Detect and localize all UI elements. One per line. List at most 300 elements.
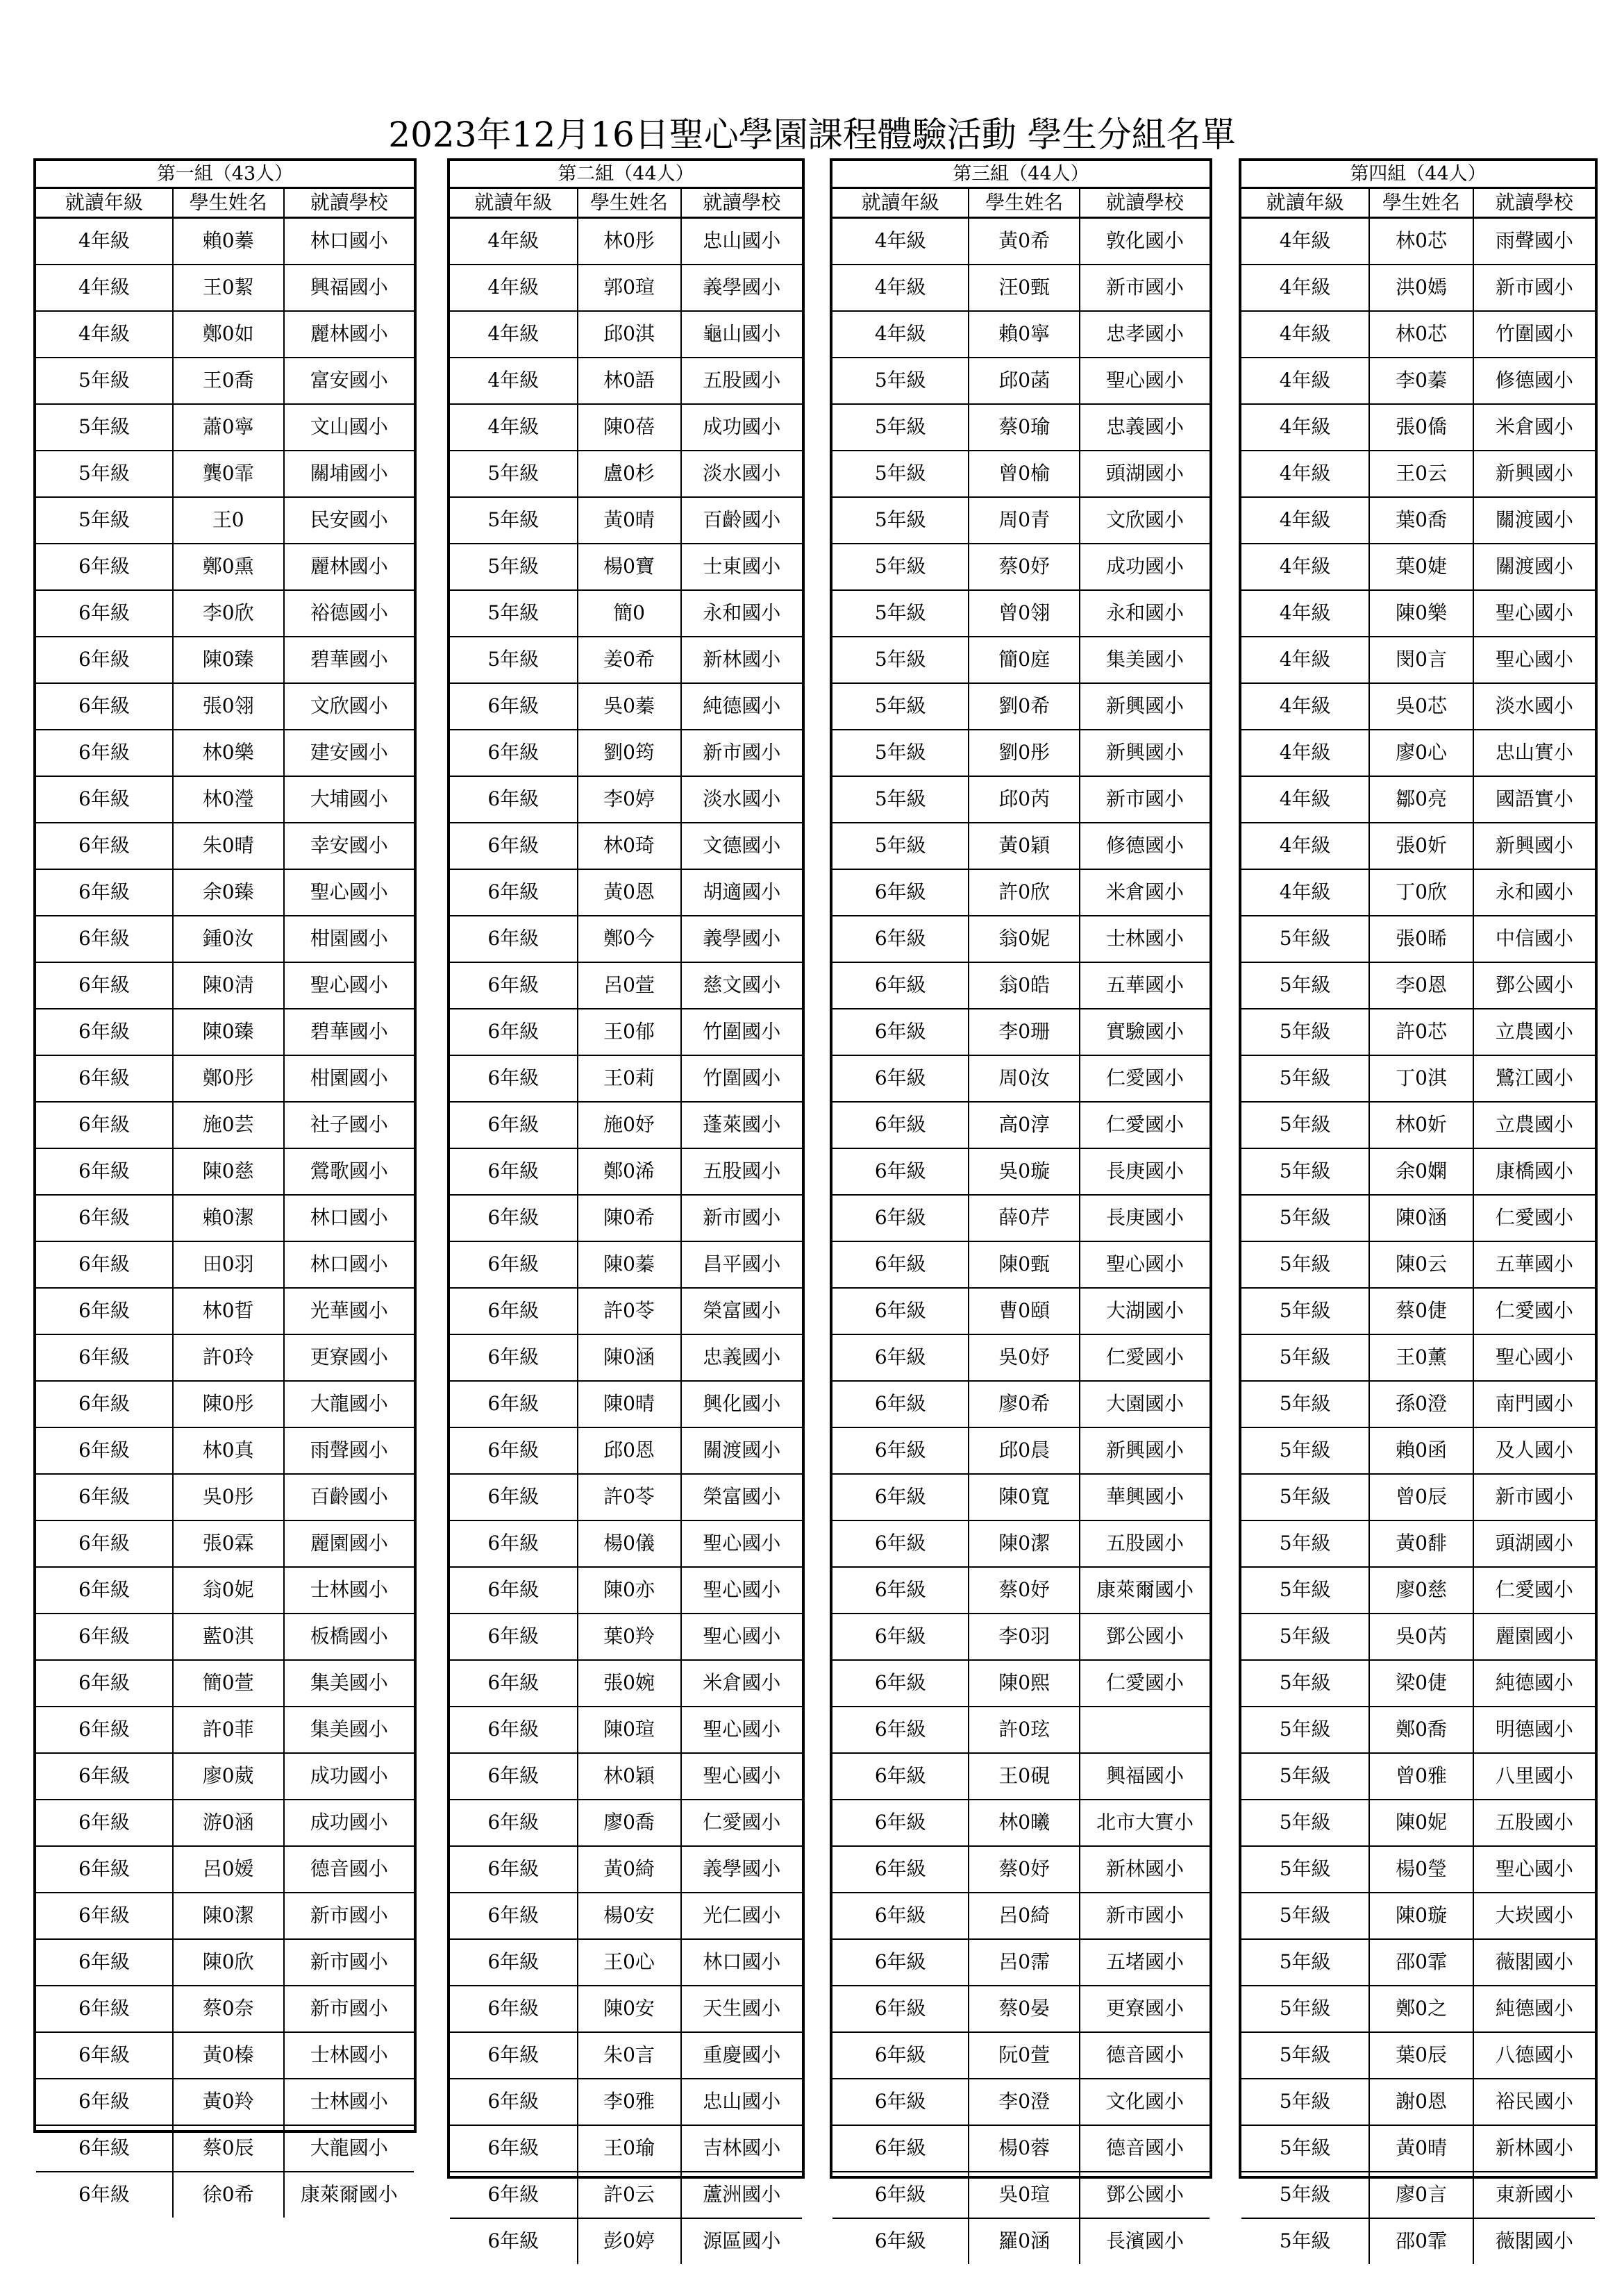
school-cell: 胡適國小 — [703, 880, 781, 903]
school-cell: 米倉國小 — [703, 1671, 781, 1694]
grade-cell: 6年級 — [450, 1382, 578, 1427]
table-row — [1241, 1056, 1595, 1103]
grade-cell: 5年級 — [1241, 1196, 1370, 1241]
grade-cell: 4年級 — [1241, 358, 1370, 403]
grade-cell: 5年級 — [36, 405, 174, 450]
grade-cell: 6年級 — [450, 1475, 578, 1520]
grade-cell: 6年級 — [450, 1893, 578, 1938]
table-row — [1241, 1335, 1595, 1382]
table-row — [1241, 1893, 1595, 1940]
grade-cell: 6年級 — [450, 1009, 578, 1055]
grade-cell: 5年級 — [1241, 1289, 1370, 1334]
student-name-cell: 王0心 — [578, 1940, 682, 1985]
table-row — [1241, 1707, 1595, 1754]
school-cell: 五股國小 — [1105, 1532, 1184, 1555]
school-cell: 仁愛國小 — [1495, 1206, 1573, 1229]
table-row — [1241, 1196, 1595, 1242]
school-cell: 中信國小 — [1495, 927, 1573, 950]
grade-cell: 6年級 — [832, 1800, 969, 1845]
table-row — [1241, 1568, 1595, 1614]
grade-cell: 6年級 — [832, 1475, 969, 1520]
student-name-cell: 彭0婷 — [578, 2219, 682, 2264]
school-cell: 米倉國小 — [1495, 415, 1573, 438]
student-name-cell: 郭0瑄 — [578, 265, 682, 310]
grade-cell: 4年級 — [36, 219, 174, 264]
school-cell: 國語實小 — [1495, 787, 1573, 810]
student-name-cell: 楊0寶 — [578, 544, 682, 589]
table-row — [1241, 498, 1595, 544]
grade-cell: 6年級 — [450, 870, 578, 915]
table-row — [36, 730, 414, 777]
school-cell: 麗園國小 — [310, 1532, 388, 1555]
grade-cell: 6年級 — [36, 777, 174, 822]
table-row — [450, 916, 802, 963]
grade-cell: 6年級 — [832, 1986, 969, 2031]
student-name-cell: 丁0淇 — [1370, 1056, 1474, 1101]
school-cell: 光華國小 — [310, 1299, 388, 1322]
table-row — [832, 637, 1209, 684]
table-row — [1241, 2126, 1595, 2172]
school-cell: 林口國小 — [703, 1950, 781, 1973]
table-row — [36, 1847, 414, 1893]
student-name-cell: 藍0淇 — [174, 1614, 285, 1659]
student-name-cell: 林0晢 — [174, 1289, 285, 1334]
school-cell: 新興國小 — [1105, 694, 1184, 717]
grade-cell: 4年級 — [1241, 637, 1370, 682]
table-row — [450, 1661, 802, 1707]
student-name-cell: 陳0希 — [578, 1196, 682, 1241]
student-name-cell: 呂0霈 — [969, 1940, 1080, 1985]
grade-cell: 4年級 — [36, 265, 174, 310]
school-cell: 純德國小 — [703, 694, 781, 717]
grade-cell: 5年級 — [1241, 916, 1370, 962]
student-name-cell: 劉0彤 — [969, 730, 1080, 776]
student-name-cell: 曾0翎 — [969, 591, 1080, 636]
school-cell: 大崁國小 — [1495, 1904, 1573, 1927]
grade-cell: 6年級 — [832, 1940, 969, 1985]
student-name-cell: 葉0辰 — [1370, 2033, 1474, 2078]
group-3-table — [830, 158, 1212, 2252]
school-cell: 新興國小 — [1105, 741, 1184, 764]
grade-cell: 6年級 — [450, 1242, 578, 1287]
school-cell: 興福國小 — [1105, 1764, 1184, 1787]
school-cell: 新林國小 — [1495, 2136, 1573, 2159]
school-cell: 實驗國小 — [1105, 1020, 1184, 1043]
table-row — [832, 591, 1209, 637]
student-name-cell: 蔡0晏 — [969, 1986, 1080, 2031]
grade-cell: 6年級 — [36, 2079, 174, 2125]
school-cell: 大園國小 — [1105, 1392, 1184, 1415]
grade-cell: 5年級 — [1241, 1847, 1370, 1892]
school-cell: 集美國小 — [310, 1671, 388, 1694]
table-row — [36, 1568, 414, 1614]
grade-cell: 6年級 — [450, 1335, 578, 1380]
student-name-cell: 林0琦 — [578, 823, 682, 869]
school-cell: 忠山國小 — [703, 229, 781, 252]
school-cell: 榮富國小 — [703, 1299, 781, 1322]
school-cell: 五股國小 — [703, 1159, 781, 1182]
school-cell: 新市國小 — [1495, 1485, 1573, 1508]
student-name-cell: 張0妡 — [1370, 823, 1474, 869]
student-name-cell: 許0苓 — [578, 1289, 682, 1334]
grade-cell: 6年級 — [36, 1568, 174, 1613]
school-cell: 文山國小 — [310, 415, 388, 438]
table-row — [1241, 405, 1595, 451]
grade-cell: 4年級 — [1241, 498, 1370, 543]
student-name-cell: 王0喬 — [174, 358, 285, 403]
group-name: 第二組（44人） — [450, 161, 802, 189]
school-cell: 興福國小 — [310, 276, 388, 299]
grade-cell: 6年級 — [450, 684, 578, 729]
table-row — [36, 823, 414, 870]
table-row — [36, 591, 414, 637]
student-name-cell: 陳0安 — [578, 1986, 682, 2031]
table-row — [1241, 1428, 1595, 1475]
table-row — [832, 1800, 1209, 1847]
table-row — [1241, 963, 1595, 1009]
table-row — [1241, 1754, 1595, 1800]
student-name-cell: 余0嫻 — [1370, 1149, 1474, 1194]
table-row — [832, 684, 1209, 730]
school-cell: 五堵國小 — [1105, 1950, 1184, 1973]
school-cell: 成功國小 — [310, 1811, 388, 1834]
school-cell: 鷺江國小 — [1495, 1066, 1573, 1089]
school-cell: 龜山國小 — [703, 322, 781, 345]
student-name-cell: 陳0晴 — [578, 1382, 682, 1427]
table-row — [450, 1009, 802, 1056]
school-cell: 關渡國小 — [1495, 508, 1573, 531]
grade-cell: 6年級 — [450, 730, 578, 776]
table-row — [36, 1707, 414, 1754]
grade-cell: 5年級 — [36, 498, 174, 543]
school-cell: 新興國小 — [1495, 462, 1573, 485]
school-cell: 聖心國小 — [1495, 1857, 1573, 1880]
student-name-cell: 羅0涵 — [969, 2219, 1080, 2264]
grade-cell: 6年級 — [36, 1056, 174, 1101]
student-name-cell: 陳0妮 — [1370, 1800, 1474, 1845]
grade-cell: 4年級 — [1241, 730, 1370, 776]
school-cell: 新林國小 — [1105, 1857, 1184, 1880]
table-row — [450, 823, 802, 870]
school-cell: 幸安國小 — [310, 834, 388, 857]
table-row — [832, 2033, 1209, 2079]
column-header-row — [36, 189, 414, 219]
student-name-cell: 王0云 — [1370, 451, 1474, 496]
student-name-cell: 張0晞 — [1370, 916, 1474, 962]
table-row — [1241, 637, 1595, 684]
grade-cell: 5年級 — [1241, 1940, 1370, 1985]
grade-cell: 6年級 — [36, 1149, 174, 1194]
column-header-name: 學生姓名 — [1370, 189, 1474, 217]
group-2-table — [447, 158, 805, 2252]
school-cell: 忠義國小 — [703, 1346, 781, 1368]
grade-cell: 6年級 — [450, 1847, 578, 1892]
student-name-cell: 黃0希 — [969, 219, 1080, 264]
table-row — [832, 1335, 1209, 1382]
group-name: 第四組（44人） — [1241, 161, 1595, 189]
student-name-cell: 林0彤 — [578, 219, 682, 264]
table-row — [36, 358, 414, 405]
student-name-cell: 邱0晨 — [969, 1428, 1080, 1473]
student-name-cell: 邵0霏 — [1370, 1940, 1474, 1985]
grade-cell: 5年級 — [832, 637, 969, 682]
table-row — [450, 777, 802, 823]
student-name-cell: 陳0欣 — [174, 1940, 285, 1985]
table-row — [36, 1335, 414, 1382]
school-cell: 聖心國小 — [703, 1718, 781, 1741]
student-name-cell: 王0薰 — [1370, 1335, 1474, 1380]
table-row — [1241, 265, 1595, 312]
table-row — [1241, 916, 1595, 963]
school-cell: 竹圍國小 — [703, 1020, 781, 1043]
grade-cell: 6年級 — [450, 1521, 578, 1566]
student-name-cell: 林0穎 — [578, 1754, 682, 1799]
table-row — [450, 2126, 802, 2172]
grade-cell: 6年級 — [450, 1800, 578, 1845]
grade-cell: 6年級 — [450, 823, 578, 869]
student-name-cell: 蔡0妤 — [969, 1847, 1080, 1892]
student-name-cell: 陳0臻 — [174, 1009, 285, 1055]
school-cell: 天生國小 — [703, 1997, 781, 2020]
student-name-cell: 楊0儀 — [578, 1521, 682, 1566]
student-name-cell: 吳0蓁 — [578, 684, 682, 729]
grade-cell: 6年級 — [832, 1009, 969, 1055]
table-row — [450, 498, 802, 544]
grade-cell: 5年級 — [450, 637, 578, 682]
grade-cell: 5年級 — [832, 358, 969, 403]
grade-cell: 6年級 — [36, 1428, 174, 1473]
table-row — [832, 777, 1209, 823]
table-row — [450, 1614, 802, 1661]
school-cell: 長庚國小 — [1105, 1206, 1184, 1229]
grade-cell: 6年級 — [36, 963, 174, 1008]
student-name-cell: 陳0瑄 — [578, 1707, 682, 1752]
student-name-cell: 鄭0彤 — [174, 1056, 285, 1101]
school-cell: 德音國小 — [1105, 2136, 1184, 2159]
table-row — [450, 730, 802, 777]
grade-cell: 6年級 — [36, 1242, 174, 1287]
table-row — [450, 1149, 802, 1196]
student-name-cell: 洪0嫣 — [1370, 265, 1474, 310]
grade-cell: 6年級 — [450, 1940, 578, 1985]
student-name-cell: 盧0杉 — [578, 451, 682, 496]
student-name-cell: 劉0希 — [969, 684, 1080, 729]
school-cell: 鄧公國小 — [1105, 1625, 1184, 1648]
school-cell: 士林國小 — [310, 2043, 388, 2066]
grade-cell: 6年級 — [832, 1428, 969, 1473]
student-name-cell: 陳0云 — [1370, 1242, 1474, 1287]
school-cell: 新市國小 — [310, 1904, 388, 1927]
table-row — [1241, 312, 1595, 358]
student-name-cell: 阮0萱 — [969, 2033, 1080, 2078]
student-name-cell: 李0恩 — [1370, 963, 1474, 1008]
student-name-cell: 陳0臻 — [174, 637, 285, 682]
student-name-cell: 葉0羚 — [578, 1614, 682, 1659]
table-row — [1241, 870, 1595, 916]
student-name-cell: 梁0倢 — [1370, 1661, 1474, 1706]
table-row — [832, 916, 1209, 963]
table-row — [36, 1382, 414, 1428]
student-name-cell: 翁0皓 — [969, 963, 1080, 1008]
grade-cell: 6年級 — [832, 1149, 969, 1194]
student-name-cell: 林0芯 — [1370, 219, 1474, 264]
table-row — [832, 544, 1209, 591]
student-name-cell: 朱0言 — [578, 2033, 682, 2078]
school-cell: 社子國小 — [310, 1113, 388, 1136]
grade-cell: 5年級 — [1241, 1056, 1370, 1101]
school-cell: 文化國小 — [1105, 2090, 1184, 2113]
table-row — [1241, 1940, 1595, 1986]
grade-cell: 6年級 — [832, 1568, 969, 1613]
student-name-cell: 田0羽 — [174, 1242, 285, 1287]
table-row — [36, 1475, 414, 1521]
student-name-cell: 張0霖 — [174, 1521, 285, 1566]
school-cell: 淡水國小 — [1495, 694, 1573, 717]
student-name-cell: 孫0澄 — [1370, 1382, 1474, 1427]
grade-cell: 5年級 — [1241, 1475, 1370, 1520]
grade-cell: 6年級 — [36, 1707, 174, 1752]
school-cell: 成功國小 — [1105, 555, 1184, 578]
table-row — [1241, 684, 1595, 730]
table-row — [832, 358, 1209, 405]
school-cell: 康萊爾國小 — [1096, 1578, 1194, 1601]
student-name-cell: 陳0蓓 — [578, 405, 682, 450]
school-cell: 民安國小 — [310, 508, 388, 531]
student-name-cell: 陳0甄 — [969, 1242, 1080, 1287]
grade-cell: 6年級 — [832, 2033, 969, 2078]
table-row — [1241, 591, 1595, 637]
table-row — [450, 1800, 802, 1847]
grade-cell: 5年級 — [832, 498, 969, 543]
table-row — [36, 2033, 414, 2079]
grade-cell: 6年級 — [450, 2219, 578, 2264]
student-name-cell: 李0珊 — [969, 1009, 1080, 1055]
grade-cell: 6年級 — [832, 963, 969, 1008]
school-cell: 士林國小 — [310, 2090, 388, 2113]
grade-cell: 6年級 — [450, 1754, 578, 1799]
grade-cell: 5年級 — [450, 451, 578, 496]
table-row — [36, 963, 414, 1009]
student-name-cell: 姜0希 — [578, 637, 682, 682]
student-name-cell: 廖0希 — [969, 1382, 1080, 1427]
school-cell: 米倉國小 — [1105, 880, 1184, 903]
student-name-cell: 黃0榛 — [174, 2033, 285, 2078]
table-row — [450, 219, 802, 265]
school-cell: 光仁國小 — [703, 1904, 781, 1927]
school-cell: 新市國小 — [1105, 1904, 1184, 1927]
table-row — [450, 2172, 802, 2219]
grade-cell: 6年級 — [832, 1056, 969, 1101]
grade-cell: 6年級 — [36, 1800, 174, 1845]
student-name-cell: 謝0恩 — [1370, 2079, 1474, 2125]
table-row — [1241, 1800, 1595, 1847]
school-cell: 康萊爾國小 — [300, 2183, 398, 2206]
grade-cell: 5年級 — [832, 544, 969, 589]
table-row — [832, 963, 1209, 1009]
table-row — [832, 312, 1209, 358]
grade-cell: 4年級 — [1241, 870, 1370, 915]
grade-cell: 6年級 — [36, 870, 174, 915]
school-cell: 仁愛國小 — [1495, 1299, 1573, 1322]
grade-cell: 4年級 — [36, 312, 174, 357]
grade-cell: 5年級 — [450, 591, 578, 636]
column-header-school: 就讀學校 — [1105, 191, 1184, 214]
school-cell: 麗林國小 — [310, 322, 388, 345]
grade-cell: 6年級 — [832, 1242, 969, 1287]
school-cell: 集美國小 — [1105, 648, 1184, 671]
grade-cell: 6年級 — [36, 1475, 174, 1520]
grade-cell: 6年級 — [832, 1521, 969, 1566]
grade-cell: 5年級 — [832, 591, 969, 636]
school-cell: 文欣國小 — [310, 694, 388, 717]
school-cell: 蓬萊國小 — [703, 1113, 781, 1136]
student-name-cell: 王0郁 — [578, 1009, 682, 1055]
school-cell: 新市國小 — [1105, 787, 1184, 810]
grade-cell: 6年級 — [832, 2219, 969, 2264]
table-row — [1241, 451, 1595, 498]
table-row — [36, 1800, 414, 1847]
grade-cell: 4年級 — [450, 312, 578, 357]
grade-cell: 5年級 — [1241, 1382, 1370, 1427]
grade-cell: 6年級 — [832, 1382, 969, 1427]
school-cell: 薇閣國小 — [1495, 2229, 1573, 2252]
table-row — [1241, 2079, 1595, 2126]
grade-cell: 5年級 — [1241, 1707, 1370, 1752]
table-row — [36, 498, 414, 544]
student-name-cell: 吳0妤 — [969, 1335, 1080, 1380]
table-row — [450, 1475, 802, 1521]
school-cell: 八德國小 — [1495, 2043, 1573, 2066]
student-name-cell: 吳0瑄 — [969, 2172, 1080, 2218]
table-row — [1241, 2172, 1595, 2219]
column-header-school: 就讀學校 — [310, 191, 388, 214]
table-row — [1241, 730, 1595, 777]
student-name-cell: 黃0穎 — [969, 823, 1080, 869]
table-row — [832, 2079, 1209, 2126]
school-cell: 頭湖國小 — [1105, 462, 1184, 485]
grade-cell: 6年級 — [832, 1661, 969, 1706]
student-name-cell: 張0翎 — [174, 684, 285, 729]
grade-cell: 5年級 — [1241, 1614, 1370, 1659]
student-name-cell: 王0莉 — [578, 1056, 682, 1101]
school-cell: 忠孝國小 — [1105, 322, 1184, 345]
grade-cell: 5年級 — [1241, 1521, 1370, 1566]
table-row — [450, 1568, 802, 1614]
grade-cell: 6年級 — [36, 637, 174, 682]
student-name-cell: 黃0綺 — [578, 1847, 682, 1892]
grade-cell: 5年級 — [832, 777, 969, 822]
grade-cell: 4年級 — [1241, 684, 1370, 729]
grade-cell: 5年級 — [1241, 1754, 1370, 1799]
student-name-cell: 賴0函 — [1370, 1428, 1474, 1473]
grade-cell: 6年級 — [450, 2172, 578, 2218]
student-name-cell: 陳0亦 — [578, 1568, 682, 1613]
school-cell: 五華國小 — [1105, 973, 1184, 996]
student-name-cell: 賴0寧 — [969, 312, 1080, 357]
student-name-cell: 鄭0如 — [174, 312, 285, 357]
table-row — [832, 1009, 1209, 1056]
table-row — [450, 1754, 802, 1800]
grade-cell: 6年級 — [36, 1847, 174, 1892]
school-cell: 聖心國小 — [1495, 648, 1573, 671]
school-cell: 士林國小 — [310, 1578, 388, 1601]
school-cell: 大埔國小 — [310, 787, 388, 810]
grade-cell: 6年級 — [36, 1382, 174, 1427]
grade-cell: 5年級 — [36, 358, 174, 403]
column-header-grade: 就讀年級 — [450, 189, 578, 217]
table-row — [450, 1847, 802, 1893]
table-row — [450, 870, 802, 916]
